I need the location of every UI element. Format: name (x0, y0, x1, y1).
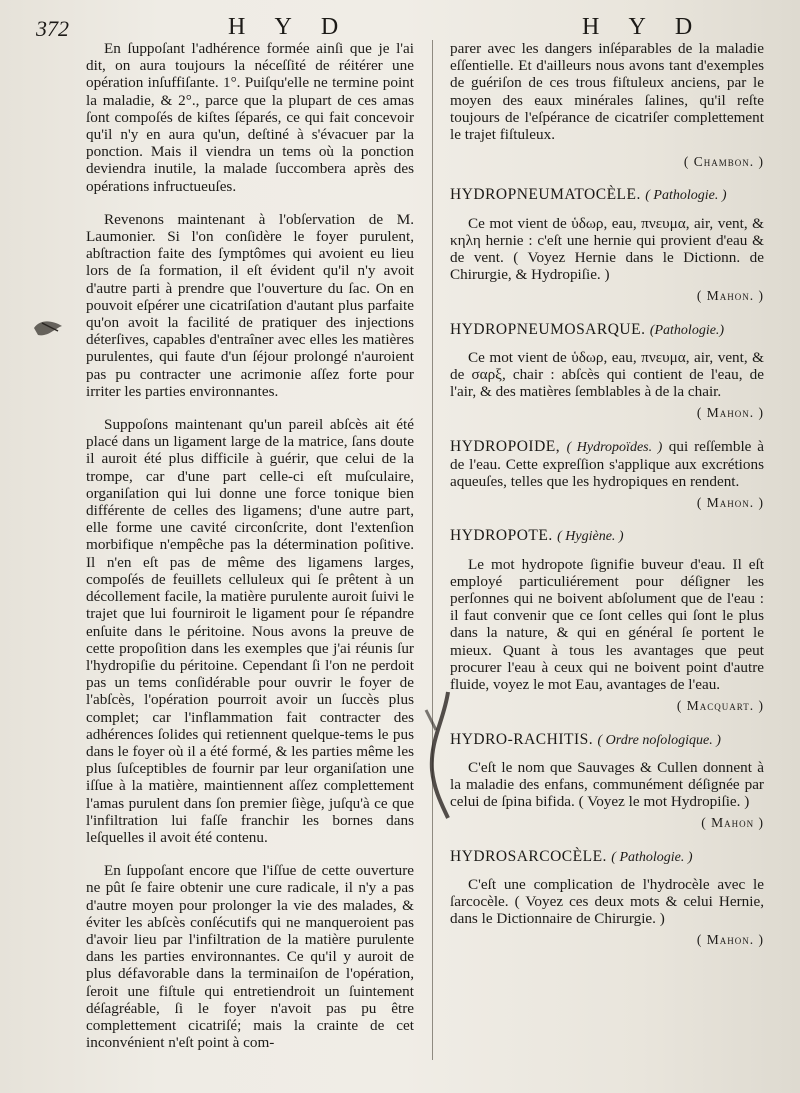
author-signature: ( Mahon ) (701, 815, 764, 831)
author-signature: ( Chambon. ) (683, 154, 764, 170)
paragraph: En ſuppoſant encore que l'iſſue de cette ouverture ne pût ſe faire obtenir une cure radicale, il n'y a pas d'autre moyen pour prolonger la vie des malades, & éviter les abſcès conſécutifs qui ne manqueroient pas d'avoir lieu par l'infiltration de la matière purulente dans les parties environnantes. Ce qu'il y auroit de plus défavorable dans la terminaiſon de l'opération, ſeroit une fiſtule qui entretiendroit un ſuintement déſagréable, ſi le foyer n'avoit pas pu être complettement cicatriſé; mais la crainte de cet inconvénient n'eſt point à com- (86, 862, 414, 1052)
page-header (0, 8, 800, 42)
entry-text: Ce mot vient de ὑδωρ, eau, πνευμα, air, vent, & κηλη hernie : c'eſt une hernie qui provient d'eau & de vent. ( Voyez Hernie dans le Dictionn. de Chirurgie, & Hydropiſie. ) (450, 214, 764, 284)
paragraph: En ſuppoſant l'adhérence formée ainſi que je l'ai dit, on aura toujours la néceſſité de réitérer une opération inſuffiſante. 1°. Puiſqu'elle ne termine point la maladie, & 2°., parce que la plupart de ces amas ſont compoſés de kiſtes ſéparés, ce qui fait concevoir qu'il n'y en aura qu'un, deſtiné à s'évacuer par la ponction. Mais il viendra un tems où la ponction deviendra inutile, la malade ſuccombera après des opérations infructueuſes. (86, 40, 414, 195)
entry-category: ( Pathologie. ) (611, 849, 693, 865)
entry-text: Ce mot vient de ὑδωρ, eau, πνευμα, air, vent, & de σαρξ, chair : abſcès qui contient de l'eau, de l'air, & des matières ſemblables à de la chair. (450, 348, 764, 401)
paragraph: Revenons maintenant à l'obſervation de M. Laumonier. Si l'on conſidère le foyer purulent, abſtraction faite des ſymptômes qui avoient eu lieu lors de ſa formation, il eſt évident qu'il n'y avoit d'autre parti à prendre que l'ouverture du ſac. On en pouvoit eſpérer une cicatriſation d'autant plus parfaite qu'on avoit la facilité de pratiquer des injections déterſives, capables d'entraîner avec elles les matières purulentes, qui faute d'un ſéjour prolongé n'auroient pas pu contracter une acrimonie aſſez forte pour irriter les parties environnantes. (86, 210, 414, 400)
author-signature: ( Mahon. ) (696, 932, 764, 948)
running-head-left: H Y D (228, 14, 351, 40)
page-number: 372 (36, 16, 69, 41)
entry-headword: HYDROSARCOCÈLE. (450, 847, 607, 865)
entry-text: Le mot hydropote ſignifie buveur d'eau. Il eſt employé particuliérement pour déſigner les perſonnes qui ne boivent abſolument que de l'eau : il faut convenir que ce ſont celles qui ſont le plus dans la nature, & qui en général ſe portent le mieux. Quant à tous les avantages que peut procurer l'eau à ceux qui ne boivent point d'autre fluide, voyez le mot Eau, avantages de l'eau. (450, 555, 764, 694)
entry-text: qui reſſemble à de l'eau. Cette expreſſion s'applique aux excrétions aqueuſes, telles que les hydropiques en rendent. (450, 437, 765, 491)
entry-text: C'eſt le nom que Sauvages & Cullen donnent à la maladie des enfans, communément déſignée par celui de ſpina bifida. ( Voyez le mot Hydropiſie. ) (450, 758, 764, 811)
paragraph: Suppoſons maintenant qu'un pareil abſcès ait été placé dans un ligament large de la matrice, ſans doute il auroit été plus difficile à guérir, que celui de la trompe, car d'une part celle-ci eſt muſculaire, organiſation qui lui donne une force tonique bien différente de celles des ligamens; d'une autre part, elle forme une cavité circonſcrite, dont l'extenſion morbifique n'empêche pas la détermination poſitive. Il n'en eſt pas de même des ligamens larges, compoſés de feuillets celluleux qui ſe prêtent à un décollement facile, la matière purulente auroit ſuivi le trajet que lui fourniroit le ligament pour ſe répandre enſuite dans le péritoine. Nous avons la preuve de cette propoſition dans les exemples que j'ai réunis ſur l'hydropiſie du péritoine. Cependant ſi l'on ne perdoit pas un tems conſidérable pour ouvrir le foyer de l'abſcès, l'opération pourroit avoir un ſuccès plus complet; car l'inflammation fait contracter des adhérences ſolides qui retiennent quelque-tems le pus dans le foyer où il a été formé, & les parties même les plus ſuſceptibles de fournir par leur organiſation une iſſue à la matière, maintiennent aſſez complettement l'amas purulent dans ſon premier ſiège, juſqu'à ce que l'infiltration lui faſſe franchir les bornes dans leſquelles il avoit été contenu. (86, 416, 414, 846)
margin-ink-mark-icon (32, 317, 64, 339)
entry-headword: HYDROPNEUMATOCÈLE. (450, 186, 641, 204)
entry-headword: HYDROPOTE. (450, 527, 553, 545)
running-head-right: H Y D (582, 14, 705, 40)
author-signature: ( Mahon. ) (696, 405, 764, 421)
entry-headword: HYDROPOIDE, (450, 437, 561, 455)
entry-hydropneumosarque (450, 321, 764, 422)
entry-category: ( Ordre noſologique. ) (597, 732, 721, 748)
entry-hydro-rachitis (450, 731, 764, 832)
left-column (86, 40, 414, 1051)
right-column (450, 40, 764, 949)
author-signature: ( Mahon. ) (696, 288, 764, 304)
column-divider (432, 40, 433, 1060)
paragraph: parer avec les dangers inſéparables de la maladie eſſentielle. Et d'ailleurs nous avons tant d'exemples de guériſon de ces trous fiſtuleux anciens, par le moyen des eaux minérales ſalines, qu'il reſte toujours de l'eſpérance de cicatriſer complettement le trajet fiſtuleux. (450, 40, 764, 144)
entry-text: C'eſt une complication de l'hydrocèle avec le ſarcocèle. ( Voyez ces deux mots & celui Hernie, dans le Dictionnaire de Chirurgie. ) (450, 875, 764, 928)
entry-category: (Pathologie.) (649, 322, 725, 338)
entry-headword: HYDRO-RACHITIS. (450, 730, 594, 748)
entry-category: ( Hydropoïdes. ) (566, 439, 663, 455)
entry-hydropoide (450, 438, 764, 512)
entry-headword: HYDROPNEUMOSARQUE. (450, 320, 646, 338)
entry-hydrosarcocele (450, 848, 764, 949)
entry-hydropneumatocele (450, 186, 764, 304)
author-signature: ( Mahon. ) (696, 495, 764, 511)
entry-hydropote (450, 527, 764, 714)
author-signature: ( Macquart. ) (676, 698, 764, 714)
entry-category: ( Pathologie. ) (645, 188, 727, 204)
entry-category: ( Hygiène. ) (557, 529, 624, 545)
